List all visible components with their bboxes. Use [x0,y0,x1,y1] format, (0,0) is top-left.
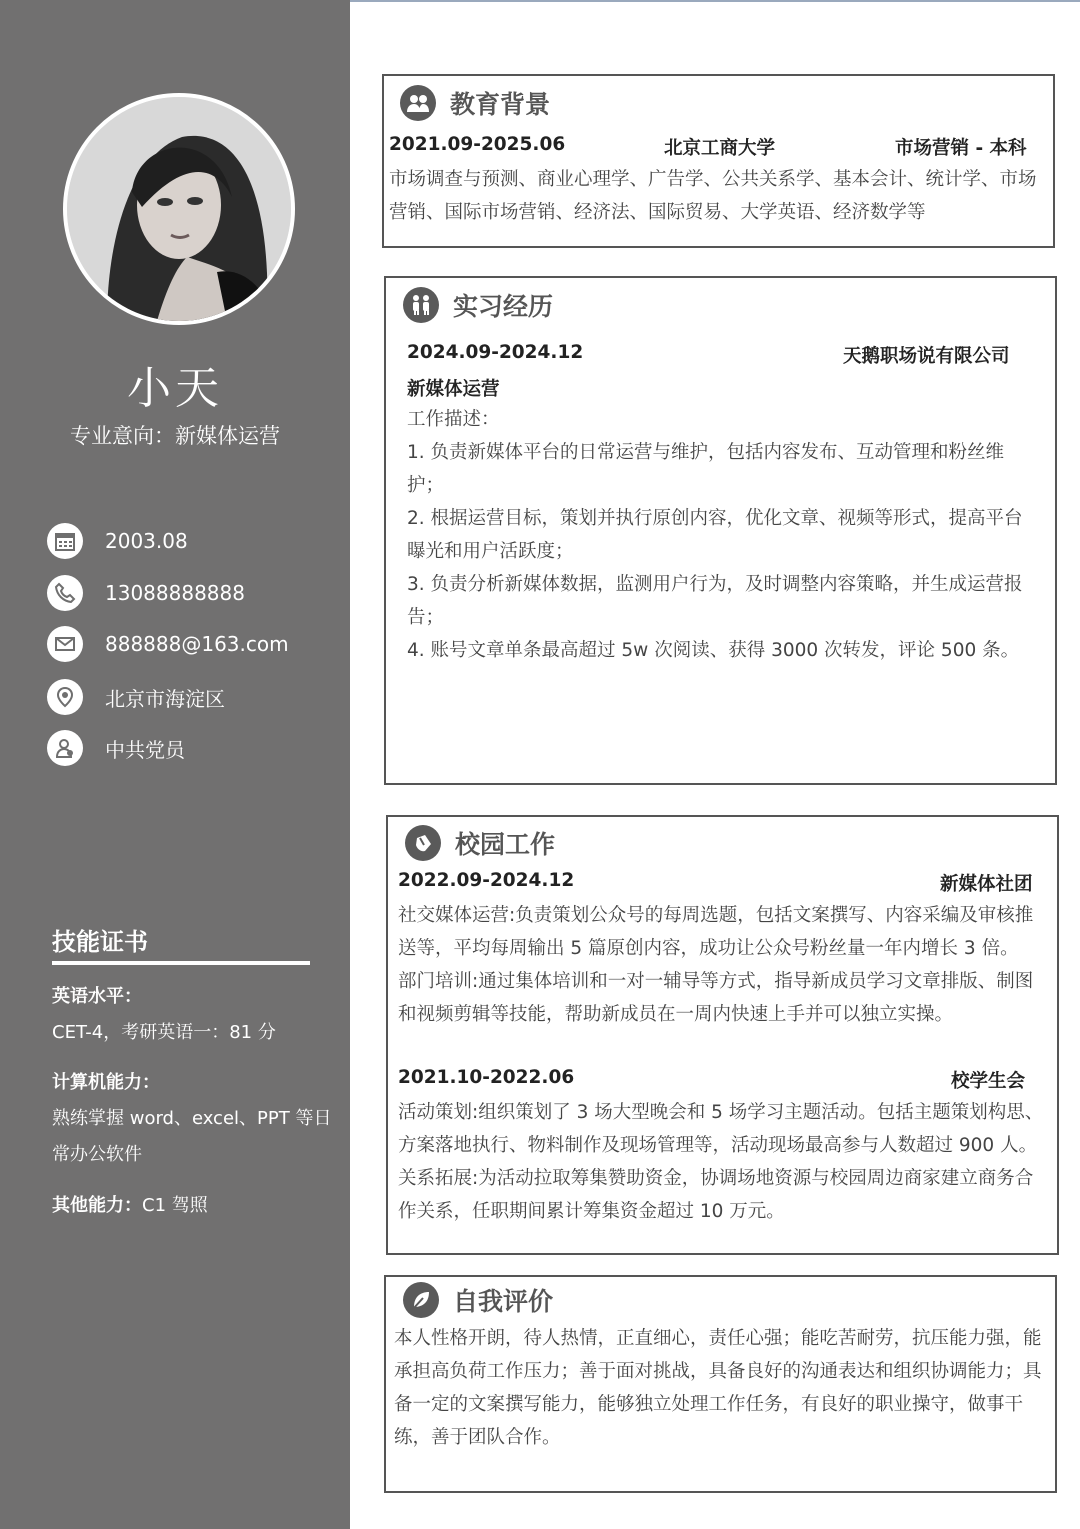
english-label: 英语水平： [52,986,142,1007]
desc-item-3: 3. 负责分析新媒体数据，监测用户行为，及时调整内容策略，并生成运营报告； [407,574,1023,628]
desc-item-4: 4. 账号文章单条最高超过 5w 次阅读、获得 3000 次转发，评论 500 条。 [407,640,1020,661]
job-intent: 专业意向：新媒体运营 [70,424,280,448]
info-location [47,677,225,717]
campus-title: 校园工作 [455,830,556,859]
avatar [63,93,295,325]
desc-item-1: 1. 负责新媒体平台的日常运营与维护，包括内容发布、互动管理和粉丝维护； [407,442,1005,496]
self-eval-title: 自我评价 [453,1287,554,1316]
user-badge-icon [47,730,83,766]
info-phone [47,573,245,613]
location-icon [47,679,83,715]
campus-header [405,825,555,861]
internship-title: 实习经历 [453,292,554,321]
other-value: C1 驾照 [142,1195,208,1216]
politics-text: 中共党员 [105,737,185,762]
education-school: 北京工商大学 [664,138,776,159]
campus-2-period: 2021.10-2022.06 [398,1067,575,1088]
info-birth [47,521,188,561]
campus-1-para-1: 社交媒体运营:负责策划公众号的每周选题，包括文案撰写、内容采编及审核推送等，平均每周输出 5 篇原创内容，成功让公众号粉丝量一年内增长 3 倍。 [398,905,1034,959]
campus-2-para-2: 关系拓展:为活动拉取筹集赞助资金，协调场地资源与校园周边商家建立商务合作关系，任职期间累计筹集资金超过 10 万元。 [398,1168,1034,1222]
other-label: 其他能力： [52,1195,142,1216]
top-divider-line [350,0,1080,2]
self-eval-header [403,1282,553,1318]
self-eval-text: 本人性格开朗，待人热情，正直细心，责任心强；能吃苦耐劳，抗压能力强，能承担高负荷工作压力；善于面对挑战，具备良好的沟通表达和组织协调能力；具备一定的文案撰写能力，能够独立处理工作任务，有良好的职业操守，做事干练，善于团队合作。 [394,1328,1042,1448]
campus-1-para-2: 部门培训:通过集体培训和一对一辅导等方式，指导新成员学习文章排版、制图和视频剪辑等技能，帮助新成员在一周内快速上手并可以独立实操。 [398,971,1034,1025]
mail-icon [47,626,83,662]
internship-period: 2024.09-2024.12 [407,342,584,363]
calendar-icon [47,523,83,559]
info-politics [47,728,185,768]
campus-2-org: 校学生会 [951,1071,1026,1092]
email-text[interactable]: 888888@163.com [105,632,289,656]
internship-description [407,403,1039,667]
campus-2-para-1: 活动策划:组织策划了 3 场大型晚会和 5 场学习主题活动。包括主题策划构思、方案落地执行、物料制作及现场管理等，活动现场最高参与人数超过 900 人。 [398,1102,1044,1156]
computer-value: 熟练掌握 word、excel、PPT 等日常办公软件 [52,1108,332,1165]
education-period: 2021.09-2025.06 [389,134,566,155]
education-major: 市场营销 - 本科 [895,138,1027,159]
sidebar [0,0,350,1529]
campus-1-period: 2022.09-2024.12 [398,870,575,891]
internship-header [403,287,553,323]
family-icon [403,287,439,323]
skills-title: 技能证书 [52,928,148,956]
phone-icon [47,575,83,611]
campus-1-text [398,899,1048,1031]
info-email [47,624,289,664]
education-header [400,85,550,121]
person-name: 小天 [127,363,223,414]
people-icon [400,85,436,121]
other-skills [52,1188,337,1224]
leaf-icon [403,1282,439,1318]
location-text: 北京市海淀区 [105,686,225,711]
birth-text: 2003.08 [105,529,188,553]
english-value: CET-4，考研英语一：81 分 [52,1022,276,1043]
internship-role: 新媒体运营 [407,379,500,400]
mouse-icon [405,825,441,861]
campus-2-text [398,1096,1048,1228]
desc-item-2: 2. 根据运营目标，策划并执行原创内容，优化文章、视频等形式，提高平台曝光和用户活跃度； [407,508,1023,562]
computer-label: 计算机能力： [52,1072,160,1093]
education-courses: 市场调查与预测、商业心理学、广告学、公共关系学、基本会计、统计学、市场营销、国际市场营销、经济法、国际贸易、大学英语、经济数学等 [389,169,1037,223]
skills-underline [52,961,310,965]
campus-1-org: 新媒体社团 [940,874,1033,895]
internship-company: 天鹅职场说有限公司 [843,346,1010,367]
desc-label: 工作描述： [407,409,500,430]
education-title: 教育背景 [450,90,551,119]
phone-text[interactable]: 13088888888 [105,581,245,605]
